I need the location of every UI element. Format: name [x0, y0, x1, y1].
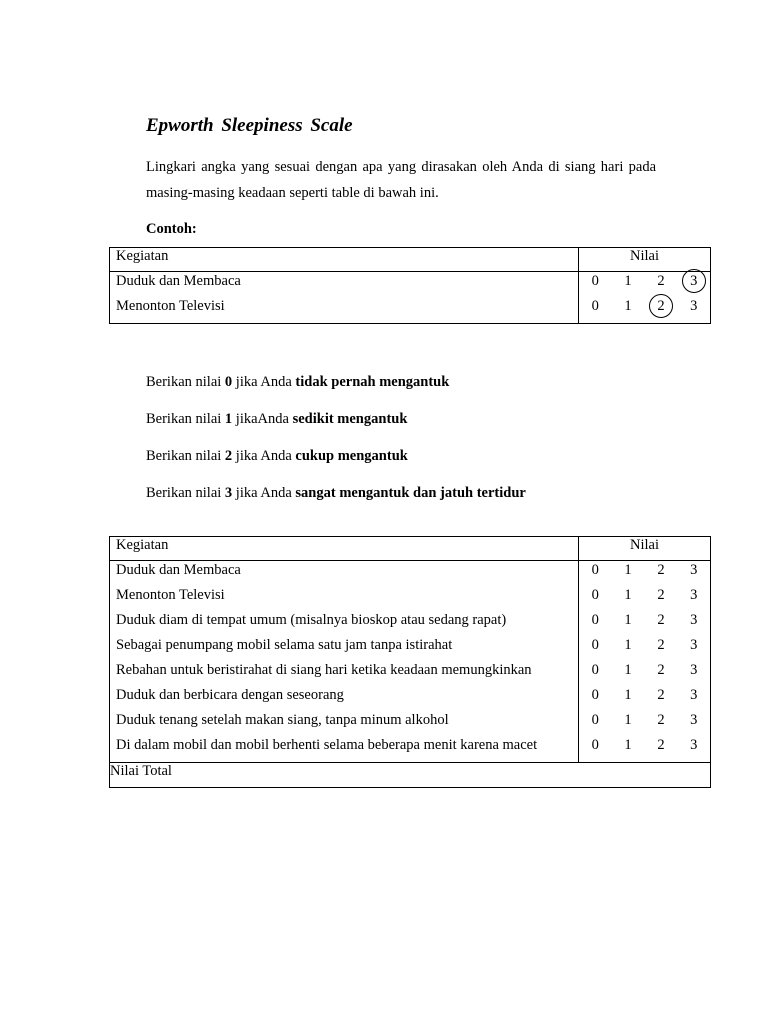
score-option[interactable]: 3 — [678, 587, 711, 612]
score-option[interactable]: 2 — [657, 637, 665, 653]
rule-prefix: Berikan nilai — [146, 485, 225, 501]
score-option[interactable]: 0 — [591, 612, 599, 628]
score-option[interactable]: 3 — [678, 712, 711, 737]
score-option[interactable]: 3 — [678, 637, 711, 662]
rule-value: 2 — [224, 448, 233, 464]
rule-middle: jikaAnda — [232, 411, 293, 427]
score-option[interactable]: 2 — [657, 562, 665, 578]
rule-line — [146, 485, 526, 502]
table-row — [110, 712, 711, 737]
example-header-activity: Kegiatan — [110, 248, 579, 272]
score-option[interactable]: 0 — [591, 712, 599, 728]
score-option[interactable]: 0 — [591, 587, 599, 603]
score-option[interactable]: 1 — [624, 612, 632, 628]
rule-line — [146, 374, 449, 391]
activity-label: Di dalam mobil dan mobil berhenti selama beberapa menit karena macet — [110, 737, 579, 763]
score-option: 0 — [591, 273, 599, 289]
score-option[interactable]: 2 — [657, 587, 665, 603]
score-option: 1 — [612, 298, 645, 324]
rule-meaning: sedikit mengantuk — [292, 411, 408, 427]
rule-value: 3 — [224, 485, 233, 501]
table-row — [110, 662, 711, 687]
score-option[interactable]: 2 — [657, 612, 665, 628]
score-option[interactable]: 3 — [678, 737, 711, 763]
score-option[interactable]: 2 — [645, 737, 678, 763]
rule-prefix: Berikan nilai — [146, 448, 225, 464]
score-option: 2 — [657, 273, 665, 289]
score-option[interactable]: 3 — [678, 612, 711, 637]
rule-meaning: tidak pernah mengantuk — [295, 374, 450, 390]
score-option: 1 — [624, 273, 632, 289]
score-option[interactable]: 3 — [678, 687, 711, 712]
instruction-paragraph: Lingkari angka yang sesuai dengan apa yang dirasakan oleh Anda di siang hari pada masing-masing keadaan seperti table di bawah ini. — [146, 159, 656, 201]
total-score-row: Nilai Total — [110, 763, 711, 788]
score-option: 0 — [579, 298, 612, 324]
rule-prefix: Berikan nilai — [146, 411, 225, 427]
score-option[interactable]: 0 — [579, 737, 612, 763]
rule-middle: jika Anda — [232, 448, 296, 464]
score-option[interactable]: 3 — [678, 662, 711, 687]
activity-label: Rebahan untuk beristirahat di siang hari ketika keadaan memungkinkan — [110, 662, 579, 687]
activity-label: Duduk dan Membaca — [110, 561, 579, 588]
table-row — [110, 687, 711, 712]
score-option[interactable]: 2 — [657, 687, 665, 703]
score-option[interactable]: 1 — [624, 637, 632, 653]
example-row — [110, 272, 711, 299]
document-title: Epworth Sleepiness Scale — [146, 115, 353, 136]
score-option[interactable]: 3 — [678, 561, 711, 588]
score-option[interactable]: 1 — [624, 662, 632, 678]
rule-middle: jika Anda — [232, 485, 296, 501]
example-header-score: Nilai — [579, 248, 711, 272]
score-option[interactable]: 0 — [591, 687, 599, 703]
ess-table — [109, 536, 711, 788]
activity-label: Duduk diam di tempat umum (misalnya bioskop atau sedang rapat) — [110, 612, 579, 637]
example-activity: Duduk dan Membaca — [110, 272, 579, 299]
score-option[interactable]: 2 — [657, 662, 665, 678]
header-activity: Kegiatan — [110, 537, 579, 561]
header-score: Nilai — [579, 537, 711, 561]
table-row — [110, 612, 711, 637]
rule-line — [146, 448, 408, 465]
rule-meaning: cukup mengantuk — [295, 448, 408, 464]
activity-label: Duduk dan berbicara dengan seseorang — [110, 687, 579, 712]
activity-label: Sebagai penumpang mobil selama satu jam tanpa istirahat — [110, 637, 579, 662]
rule-line — [146, 411, 407, 428]
table-row — [110, 737, 711, 763]
circled-score: 3 — [690, 273, 698, 289]
score-option[interactable]: 0 — [591, 562, 599, 578]
example-label: Contoh: — [146, 221, 197, 237]
score-option[interactable]: 1 — [624, 587, 632, 603]
circled-score: 2 — [657, 298, 665, 314]
score-option[interactable]: 1 — [624, 562, 632, 578]
example-activity: Menonton Televisi — [110, 298, 579, 324]
score-option: 3 — [678, 298, 711, 324]
rule-value: 0 — [224, 374, 233, 390]
score-option[interactable]: 1 — [612, 737, 645, 763]
rule-value: 1 — [224, 411, 233, 427]
rule-prefix: Berikan nilai — [146, 374, 225, 390]
example-table — [109, 247, 711, 324]
score-option[interactable]: 0 — [591, 662, 599, 678]
table-row — [110, 587, 711, 612]
score-option[interactable]: 1 — [624, 687, 632, 703]
rule-middle: jika Anda — [232, 374, 296, 390]
score-option[interactable]: 1 — [624, 712, 632, 728]
activity-label: Duduk tenang setelah makan siang, tanpa minum alkohol — [110, 712, 579, 737]
rule-meaning: sangat mengantuk dan jatuh tertidur — [295, 485, 526, 501]
example-row — [110, 298, 711, 324]
table-row — [110, 637, 711, 662]
score-option[interactable]: 2 — [657, 712, 665, 728]
table-row — [110, 561, 711, 588]
activity-label: Menonton Televisi — [110, 587, 579, 612]
score-option[interactable]: 0 — [591, 637, 599, 653]
